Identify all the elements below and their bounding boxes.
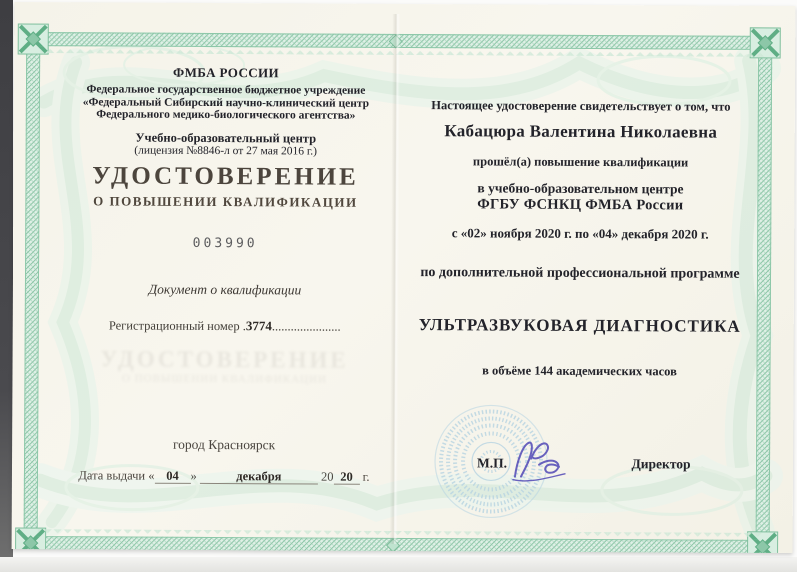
document-title: УДОСТОВЕРЕНИЕ: [92, 162, 359, 191]
border-scallop-top: [40, 46, 764, 57]
border-scallop-bottom: [38, 529, 762, 540]
scanner-background-strip: [0, 557, 797, 572]
certification-statement: Настоящее удостоверение свидетельствует о том, что: [431, 98, 731, 114]
org-line: «Федеральный Сибирский научно-клинический центр: [82, 96, 370, 110]
agency-name: ФМБА РОССИИ: [173, 64, 280, 81]
seal-place-label: М.П.: [476, 455, 508, 471]
issue-date-label: Дата выдачи «: [78, 468, 155, 483]
at-center-line1: в учебно-образовательном центре: [477, 180, 684, 197]
at-center-line2: ФГБУ ФСНКЦ ФМБА России: [477, 196, 684, 214]
closing-quote: »: [190, 468, 197, 483]
show-through-ghost-text: УДОСТОВЕРЕНИЕ О ПОВЫШЕНИИ КВАЛИФИКАЦИИ: [100, 346, 349, 386]
issue-year-value: 20: [333, 471, 359, 485]
license-line: (лицензия №8846-л от 27 мая 2016 г.): [134, 144, 318, 158]
registration-number: 3774: [245, 318, 272, 334]
program-intro-line: по дополнительной профессиональной программе: [420, 265, 740, 282]
program-volume: в объёме 144 академических часов: [482, 363, 677, 379]
city-line: город Красноярск: [172, 436, 276, 453]
program-name: УЛЬТРАЗВУКОВАЯ ДИАГНОСТИКА: [418, 315, 741, 336]
org-line: Федеральное государственное бюджетное учреждение: [86, 83, 366, 97]
director-label: Директор: [631, 456, 691, 472]
year-century: 20: [320, 469, 334, 484]
blank-number: 003990: [192, 235, 258, 252]
issue-date-line: [44, 468, 404, 485]
dotted-leader: ......................: [271, 319, 341, 334]
document-subtitle: О ПОВЫШЕНИИ КВАЛИФИКАЦИИ: [93, 193, 358, 210]
holder-name: Кабацюра Валентина Николаевна: [444, 121, 718, 142]
certificate-scan: [12, 2, 796, 553]
org-line: Федерального медико-биологического агентства»: [96, 108, 356, 122]
issue-day-value: 04: [154, 470, 190, 484]
year-suffix: г.: [362, 469, 370, 484]
registration-number-line: [45, 317, 405, 335]
registration-dot: .: [242, 319, 246, 334]
document-type-label: Документ о квалификации: [148, 281, 302, 298]
completed-line: прошёл(а) повышение квалификации: [472, 154, 689, 170]
registration-label: Регистрационный номер: [108, 318, 240, 334]
issue-month-value: декабря: [200, 470, 318, 485]
training-center-name: Учебно-образовательный центр: [135, 130, 317, 146]
training-period: с «02» ноября 2020 г. по «04» декабря 2020 г.: [451, 225, 709, 242]
